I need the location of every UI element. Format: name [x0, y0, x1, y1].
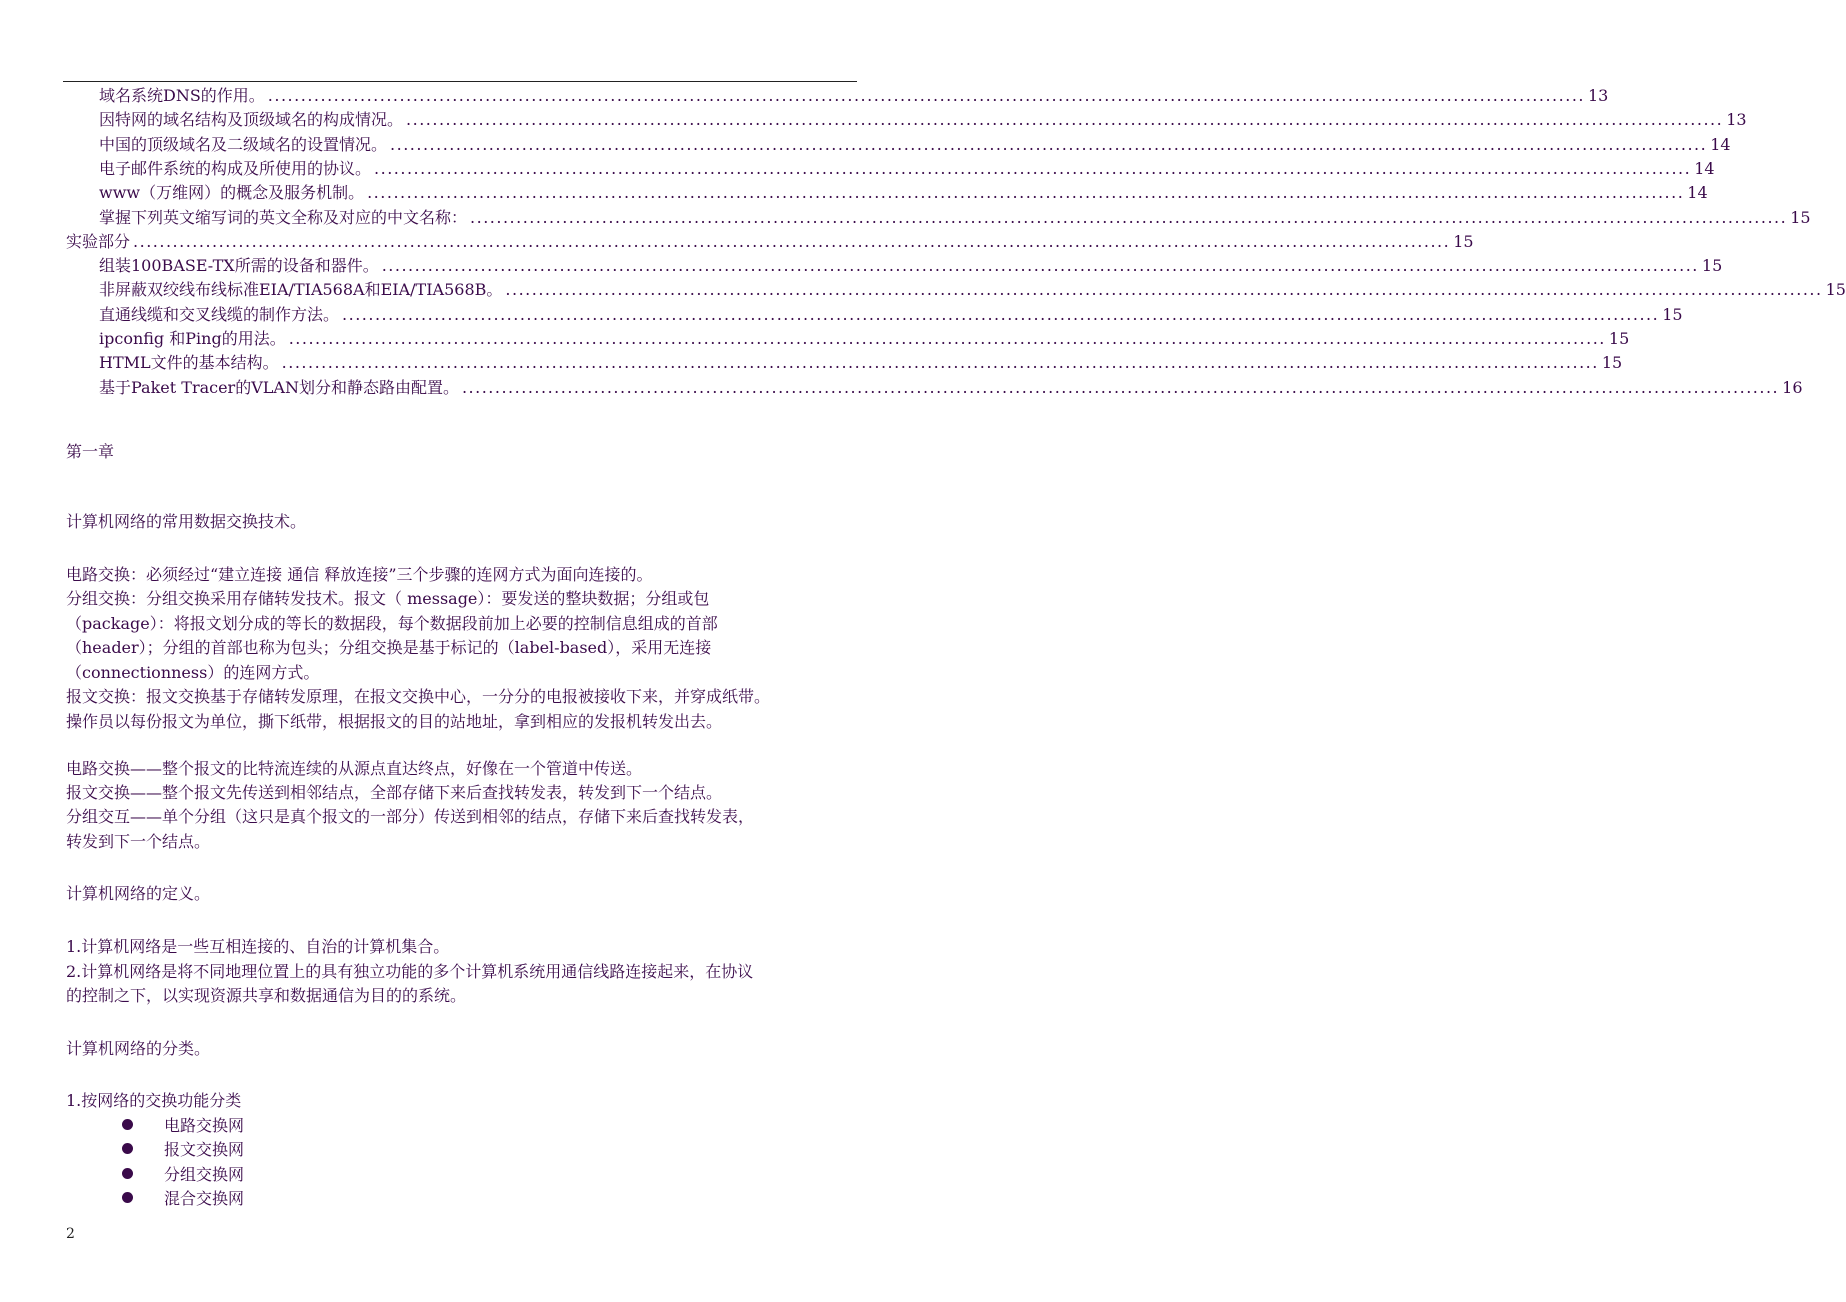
- toc-entry-title: www（万维网）的概念及服务机制。: [99, 183, 365, 203]
- toc-entry-page: 15: [1662, 304, 1683, 324]
- toc-entry-title: HTML文件的基本结构。: [99, 353, 279, 373]
- list-item-label: 电路交换网: [164, 1115, 245, 1135]
- toc-entry-title: 直通线缆和交叉线缆的制作方法。: [99, 304, 340, 324]
- toc-dot-leader: ........................................................................................................................................................................................................: [267, 86, 1585, 105]
- toc-dot-leader: ........................................................................................................................................................................................................: [381, 256, 1699, 276]
- bullet-icon: [122, 1192, 133, 1203]
- toc-entry[interactable]: [99, 376, 1803, 400]
- list-item: [122, 1161, 244, 1186]
- toc-entry-page: 16: [1782, 377, 1803, 397]
- toc-entry[interactable]: [99, 133, 1731, 157]
- bullet-list: [122, 1112, 244, 1210]
- toc-entry-title: 非屏蔽双绞线布线标准EIA/TIA568A和EIA/TIA568B。: [99, 280, 503, 300]
- toc-dot-leader: ........................................................................................................................................................................................................: [505, 280, 1823, 300]
- toc-dot-leader: ........................................................................................................................................................................................................: [390, 134, 1708, 154]
- toc-dot-leader: ........................................................................................................................................................................................................: [406, 110, 1724, 130]
- toc-entry-page: 14: [1687, 183, 1708, 203]
- toc-entry[interactable]: [99, 327, 1630, 351]
- text-line: 报文交换：报文交换基于存储转发原理，在报文交换中心，一分分的电报被接收下来，并穿成纸带。: [66, 687, 771, 706]
- text-line: （connectionness）的连网方式。: [66, 663, 320, 682]
- text-line: 分组交互——单个分组（这只是真个报文的一部分）传送到相邻的结点，存储下来后查找转发表，: [66, 807, 755, 826]
- text-line: 分组交换：分组交换采用存储转发技术。报文（ message）：要发送的整块数据；分组或包: [66, 589, 710, 608]
- toc-entry-title: 因特网的域名结构及顶级域名的构成情况。: [99, 110, 404, 130]
- toc-entry-page: 14: [1710, 134, 1731, 154]
- toc-entry-title: 中国的顶级域名及二级域名的设置情况。: [99, 134, 388, 154]
- toc-dot-leader: ........................................................................................................................................................................................................: [461, 377, 1780, 397]
- toc-dot-leader: ........................................................................................................................................................................................................: [367, 183, 1685, 203]
- text-line: 2.计算机网络是将不同地理位置上的具有独立功能的多个计算机系统用通信线路连接起来，在协议: [66, 962, 754, 981]
- text-line: （package）：将报文划分成的等长的数据段，每个数据段前加上必要的控制信息组成的首部: [66, 614, 718, 633]
- toc-entry-page: 15: [1701, 256, 1723, 276]
- toc-entry[interactable]: [66, 230, 1474, 254]
- toc-entry-title: 基于Paket Tracer的VLAN划分和静态路由配置。: [99, 377, 459, 397]
- list-item-label: 分组交换网: [164, 1164, 245, 1184]
- toc-entry[interactable]: [99, 303, 1683, 327]
- toc-dot-leader: ........................................................................................................................................................................................................: [288, 329, 1606, 348]
- text-line: 报文交换——整个报文先传送到相邻结点，全部存储下来后查找转发表，转发到下一个结点。: [66, 783, 723, 802]
- text-line: 转发到下一个结点。: [66, 832, 211, 851]
- text-line: 操作员以每份报文为单位，撕下纸带，根据报文的目的站地址，拿到相应的发报机转发出去。: [66, 712, 723, 731]
- list-item-label: 报文交换网: [164, 1140, 245, 1160]
- toc-dot-leader: ........................................................................................................................................................................................................: [281, 353, 1599, 373]
- toc-dot-leader: ........................................................................................................................................................................................................: [342, 304, 1660, 324]
- text-line: 1.计算机网络是一些互相连接的、自治的计算机集合。: [66, 937, 450, 956]
- toc-entry[interactable]: [99, 108, 1747, 132]
- text-line: （header）；分组的首部也称为包头；分组交换是基于标记的（label-based），采用无连接: [66, 638, 712, 657]
- list-item: [122, 1186, 244, 1211]
- section-title-definition: 计算机网络的定义。: [66, 884, 211, 903]
- toc-entry-title: 实验部分: [66, 231, 131, 251]
- toc-entry-page: 15: [1825, 280, 1846, 300]
- bullet-icon: [122, 1143, 133, 1154]
- toc-dot-leader: ........................................................................................................................................................................................................: [133, 231, 1451, 251]
- toc-entry[interactable]: [99, 351, 1623, 375]
- toc-dot-leader: ........................................................................................................................................................................................................: [374, 158, 1692, 178]
- list-item: [122, 1112, 244, 1137]
- section-title-classification: 计算机网络的分类。: [66, 1039, 211, 1058]
- toc-entry-title: 域名系统DNS的作用。: [99, 86, 265, 105]
- text-line: 电路交换：必须经过“建立连接 通信 释放连接”三个步骤的连网方式为面向连接的。: [66, 565, 653, 584]
- classification-heading: 1.按网络的交换功能分类: [66, 1091, 242, 1110]
- toc-entry[interactable]: [99, 181, 1708, 205]
- page-number: 2: [66, 1226, 75, 1242]
- toc-entry-title: 掌握下列英文缩写词的英文全称及对应的中文名称：: [99, 207, 468, 227]
- toc-entry-page: 15: [1453, 231, 1474, 251]
- list-item-label: 混合交换网: [164, 1189, 245, 1209]
- text-line: 的控制之下，以实现资源共享和数据通信为目的的系统。: [66, 986, 467, 1005]
- list-item: [122, 1137, 244, 1162]
- toc-entry-page: 15: [1608, 329, 1630, 348]
- text-line: 电路交换——整个报文的比特流连续的从源点直达终点，好像在一个管道中传送。: [66, 759, 643, 778]
- toc-entry[interactable]: [99, 278, 1846, 302]
- toc-entry-page: 13: [1587, 86, 1609, 105]
- toc-entry[interactable]: [99, 84, 1609, 108]
- bullet-icon: [122, 1168, 133, 1179]
- toc-entry-page: 15: [1790, 207, 1811, 227]
- section-title-switching: 计算机网络的常用数据交换技术。: [66, 512, 307, 531]
- toc-entry-title: 组装100BASE-TX所需的设备和器件。: [99, 256, 379, 276]
- toc-entry[interactable]: [99, 206, 1811, 230]
- toc-dot-leader: ........................................................................................................................................................................................................: [470, 207, 1788, 227]
- toc-entry-page: 15: [1601, 353, 1623, 373]
- toc-entry-title: 电子邮件系统的构成及所使用的协议。: [99, 158, 372, 178]
- header-rule: [63, 81, 857, 82]
- toc-entry[interactable]: [99, 254, 1723, 278]
- chapter-heading: 第一章: [66, 442, 115, 461]
- toc-entry-title: ipconfig 和Ping的用法。: [99, 329, 286, 348]
- bullet-icon: [122, 1119, 133, 1130]
- toc-entry-page: 14: [1694, 158, 1715, 178]
- toc-entry-page: 13: [1726, 110, 1747, 130]
- toc-entry[interactable]: [99, 157, 1715, 181]
